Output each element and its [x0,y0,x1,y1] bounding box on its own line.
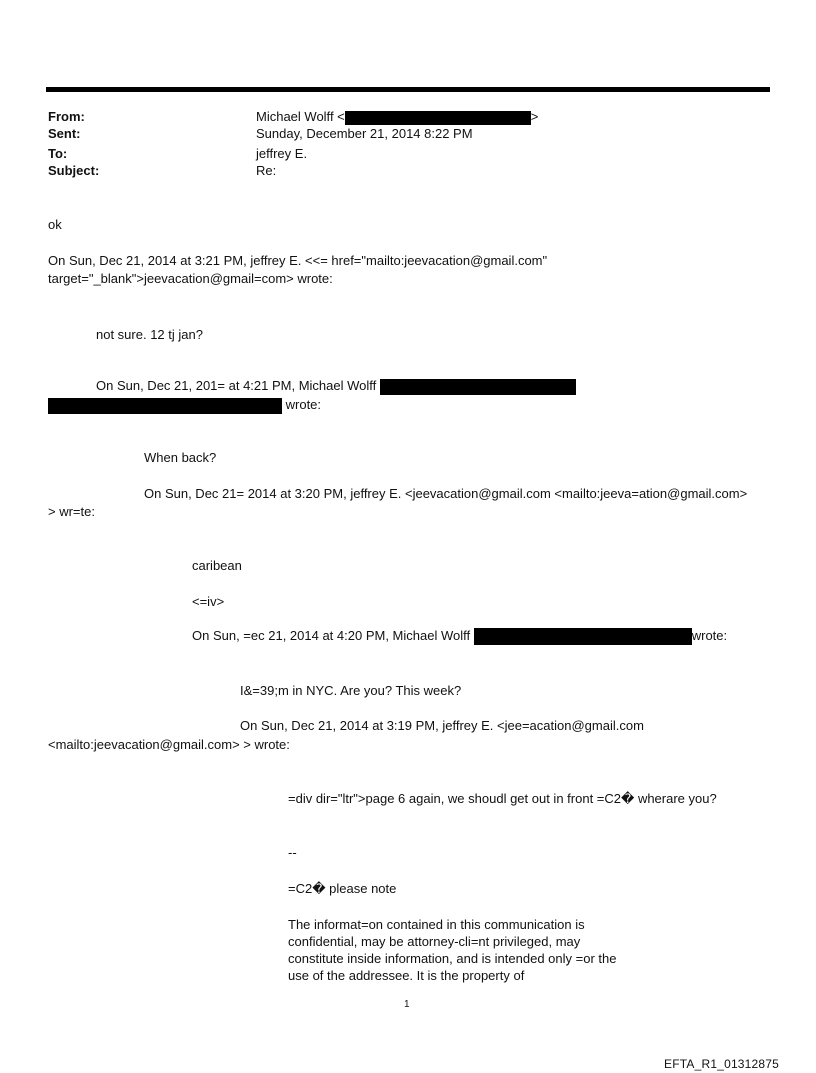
quote-header-4-text: On Sun, =ec 21, 2014 at 4:20 PM, Michael Wolff [192,628,471,643]
quote-header-3-line-1: On Sun, Dec 21= 2014 at 3:20 PM, jeffrey E. <jeevacation@gmail.com <mailto:jeeva=ation@gmail.com> [144,486,748,501]
reply-text: ok [48,217,62,232]
bates-number: EFTA_R1_01312875 [664,1057,780,1071]
quote-header-4-wrote: wrote: [691,628,728,643]
quote-header-2-line-2 [48,396,321,414]
page-number: 1 [404,999,410,1010]
from-name: Michael Wolff < [256,109,345,124]
sent-value: Sunday, December 21, 2014 8:22 PM [256,126,473,141]
subject-label: Subject: [48,163,100,178]
redaction-box [380,379,576,395]
quote-header-1-line-1: On Sun, Dec 21, 2014 at 3:21 PM, jeffrey E. <<= href="mailto:jeevacation@gmail.com" [48,253,548,268]
to-label: To: [48,146,68,161]
quote-header-2-wrote: wrote: [285,397,322,412]
message-4: I&=39;m in NYC. Are you? This week? [240,683,462,698]
quote-header-2-line-1 [96,377,576,395]
message-3: caribean [192,558,242,573]
quote-header-2-text: On Sun, Dec 21, 201= at 4:21 PM, Michael Wolff [96,378,377,393]
message-1: not sure. 12 tj jan? [96,327,203,342]
header-rule [46,87,770,92]
message-2: When back? [144,450,217,465]
quote-header-5-line-2: <mailto:jeevacation@gmail.com> > wrote: [48,737,290,752]
from-label: From: [48,109,85,124]
sent-label: Sent: [48,126,81,141]
to-value: jeffrey E. [256,146,308,161]
subject-value: Re: [256,163,277,178]
signature-note: =C2� please note [288,881,397,896]
message-3-tag: <=iv> [192,594,225,609]
from-end: > [530,109,539,124]
disclaimer-text: The informat=on contained in this communication is confidential, may be attorney-cli=nt privileged, may constitute inside information, and is intended only =or the use of the addressee. It is the property of [288,917,617,983]
from-value [256,108,538,125]
signature-separator: -- [288,845,297,860]
quote-header-3-line-2: > wr=te: [48,504,95,519]
quote-header-4 [192,627,727,645]
message-5: =div dir="ltr">page 6 again, we shoudl get out in front =C2� wherare you? [288,791,717,806]
quote-header-5-line-1: On Sun, Dec 21, 2014 at 3:19 PM, jeffrey E. <jee=acation@gmail.com [240,718,644,733]
redaction-box [48,398,282,414]
quote-header-1-line-2: target="_blank">jeevacation@gmail=com> wrote: [48,271,333,286]
redaction-box [345,111,531,125]
redaction-box [474,628,692,645]
